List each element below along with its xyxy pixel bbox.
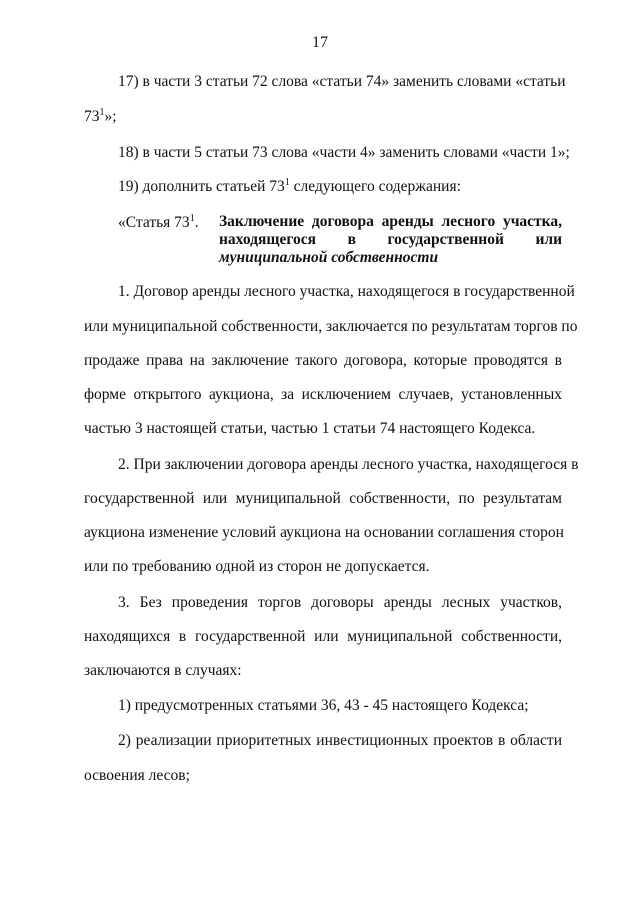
sub-item-2-line-2: освоения лесов; bbox=[84, 767, 190, 784]
part-1-line-4: форме открытого аукциона, за исключением случаев, установленных bbox=[84, 386, 562, 403]
article-lead: «Статья $73^1$. bbox=[118, 213, 199, 231]
part-1-line-1: 1. Договор аренды лесного участка, находящегося в государственной bbox=[118, 283, 575, 300]
part-3-line-3: заключаются в случаях: bbox=[84, 662, 242, 679]
sub-item-1: 1) предусмотренных статьями 36, 43 - 45 настоящего Кодекса; bbox=[118, 697, 529, 714]
part-3-line-2: находящихся в государственной или муниципальной собственности, bbox=[84, 628, 562, 645]
part-2-line-1: 2. При заключении договора аренды лесного участка, находящегося в bbox=[118, 456, 579, 473]
article-title bbox=[219, 213, 562, 267]
part-3-line-1: 3. Без проведения торгов договоры аренды лесных участков, bbox=[118, 594, 562, 611]
part-1-line-5: частью 3 настоящей статьи, частью 1 статьи 74 настоящего Кодекса. bbox=[84, 420, 536, 437]
sub-item-2-line-1: 2) реализации приоритетных инвестиционных проектов в области bbox=[118, 732, 562, 749]
page-number: 17 bbox=[312, 34, 328, 51]
item-17-line-2: $73^1$»; bbox=[84, 107, 117, 125]
article-title-line-3: муниципальной собственности bbox=[219, 249, 439, 266]
item-19: 19) дополнить статьей $73^1$ следующего содержания: bbox=[118, 177, 461, 195]
part-1-line-2: или муниципальной собственности, заключается по результатам торгов по bbox=[84, 318, 578, 335]
item-17-line-1: 17) в части 3 статьи 72 слова «статьи 74» заменить словами «статьи bbox=[118, 73, 566, 90]
part-1-line-3: продаже права на заключение такого договора, которые проводятся в bbox=[84, 352, 562, 369]
part-2-line-4: или по требованию одной из сторон не допускается. bbox=[84, 558, 430, 575]
part-2-line-2: государственной или муниципальной собственности, по результатам bbox=[84, 490, 562, 507]
article-title-line-2: находящегося в государственной или bbox=[219, 231, 562, 248]
part-2-line-3: аукциона изменение условий аукциона на основании соглашения сторон bbox=[84, 524, 564, 541]
article-title-line-1: Заключение договора аренды лесного участка, bbox=[219, 213, 562, 230]
item-18: 18) в части 5 статьи 73 слова «части 4» заменить словами «части 1»; bbox=[118, 144, 570, 161]
